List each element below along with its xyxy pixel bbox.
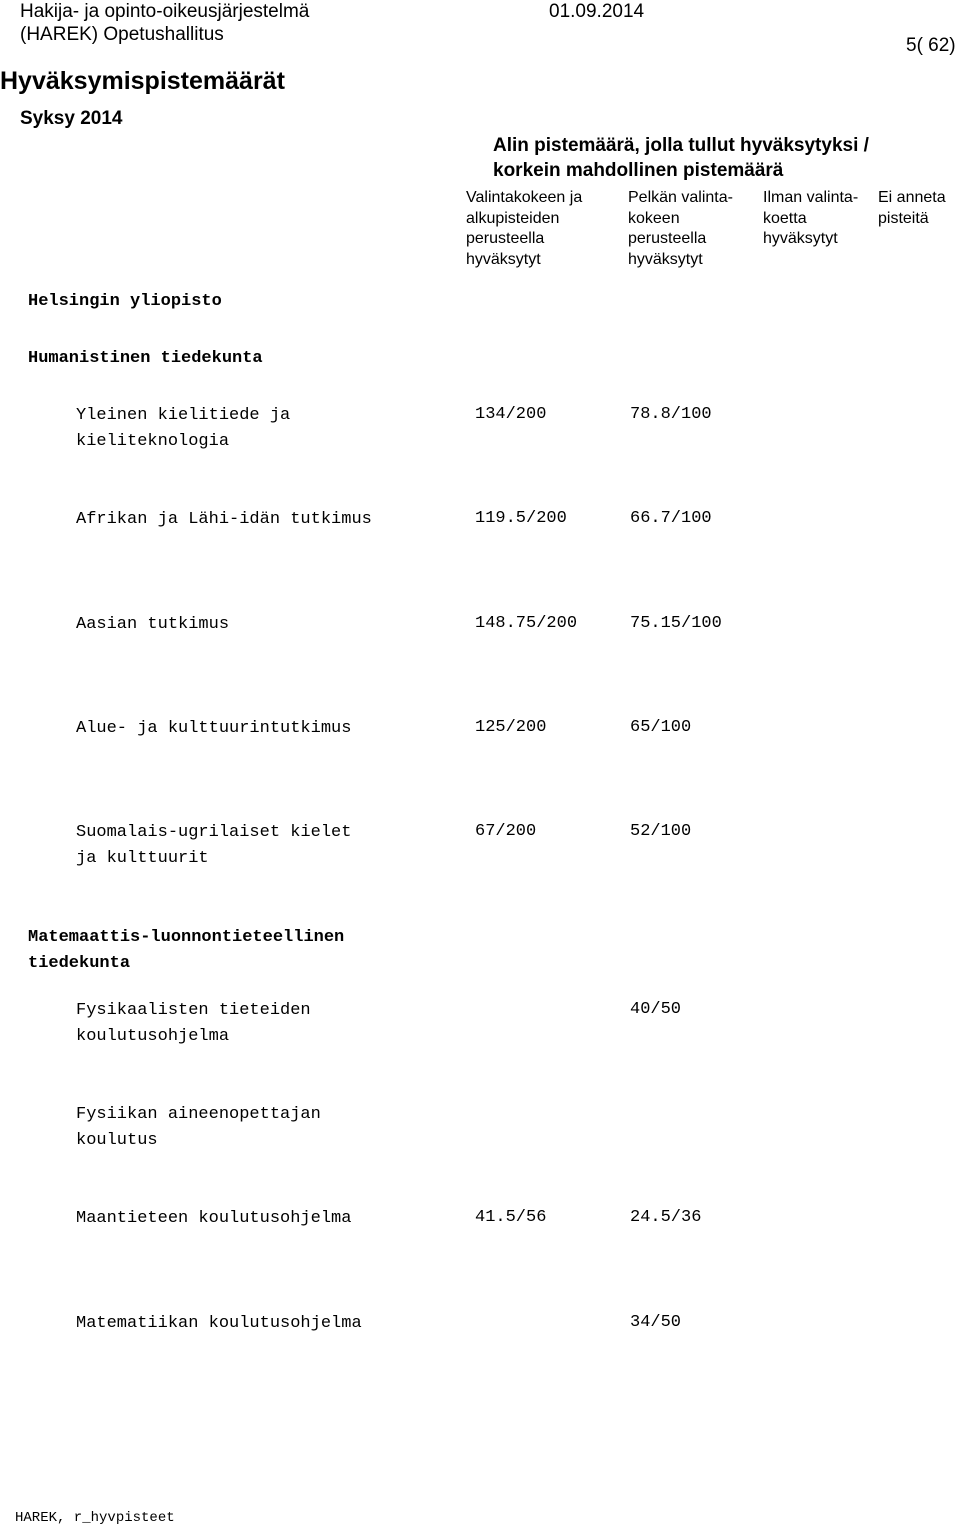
score-combined: 148.75/200 (475, 614, 578, 633)
program-name: Matematiikan koulutusohjelma (76, 1314, 362, 1333)
score-combined: 41.5/56 (475, 1208, 547, 1227)
score-exam-only: 40/50 (630, 1000, 682, 1019)
page-title: Hyväksymispistemäärät (0, 67, 285, 95)
report-date: 01.09.2014 (549, 1, 645, 22)
program-name: Alue- ja kulttuurintutkimus (76, 719, 352, 738)
program-name: Fysikaalisten tieteiden koulutusohjelma (76, 1001, 311, 1046)
score-exam-only: 66.7/100 (630, 509, 712, 528)
column-main-heading-line2: korkein mahdollinen pistemäärä (493, 160, 784, 181)
score-exam-only: 24.5/36 (630, 1208, 702, 1227)
score-combined: 67/200 (475, 822, 537, 841)
column-header-no-points: Ei anneta pisteitä (878, 189, 946, 227)
score-exam-only: 52/100 (630, 822, 692, 841)
score-combined: 119.5/200 (475, 509, 567, 528)
column-header-no-exam: Ilman valinta-koetta hyväksytyt (763, 189, 859, 247)
score-combined: 125/200 (475, 718, 547, 737)
university-name: Helsingin yliopisto (28, 292, 222, 311)
score-exam-only: 75.15/100 (630, 614, 722, 633)
score-exam-only: 65/100 (630, 718, 692, 737)
program-name: Aasian tutkimus (76, 615, 230, 634)
program-name: Suomalais-ugrilaiset kielet ja kulttuurit (76, 823, 352, 868)
column-header-combined: Valintakokeen ja alkupisteiden perusteella hyväksytyt (466, 189, 583, 268)
page-number: 5( 62) (906, 35, 956, 56)
program-name: Yleinen kielitiede ja kieliteknologia (76, 406, 291, 451)
column-main-heading-line1: Alin pistemäärä, jolla tullut hyväksytyksi / (493, 135, 869, 156)
score-exam-only: 78.8/100 (630, 405, 712, 424)
organization: (HAREK) Opetushallitus (20, 24, 224, 45)
program-name: Afrikan ja Lähi-idän tutkimus (76, 510, 372, 529)
program-name: Fysiikan aineenopettajan koulutus (76, 1105, 321, 1150)
report-footer: HAREK, r_hyvpisteet (15, 1510, 175, 1526)
score-combined: 134/200 (475, 405, 547, 424)
season-label: Syksy 2014 (20, 108, 123, 129)
faculty-name: Humanistinen tiedekunta (28, 349, 263, 368)
faculty-name: Matemaattis-luonnontieteellinen tiedekunta (28, 928, 345, 973)
program-name: Maantieteen koulutusohjelma (76, 1209, 352, 1228)
score-exam-only: 34/50 (630, 1313, 682, 1332)
system-name: Hakija- ja opinto-oikeusjärjestelmä (20, 1, 310, 22)
column-header-exam-only: Pelkän valinta-kokeen perusteella hyväksytyt (628, 189, 733, 268)
